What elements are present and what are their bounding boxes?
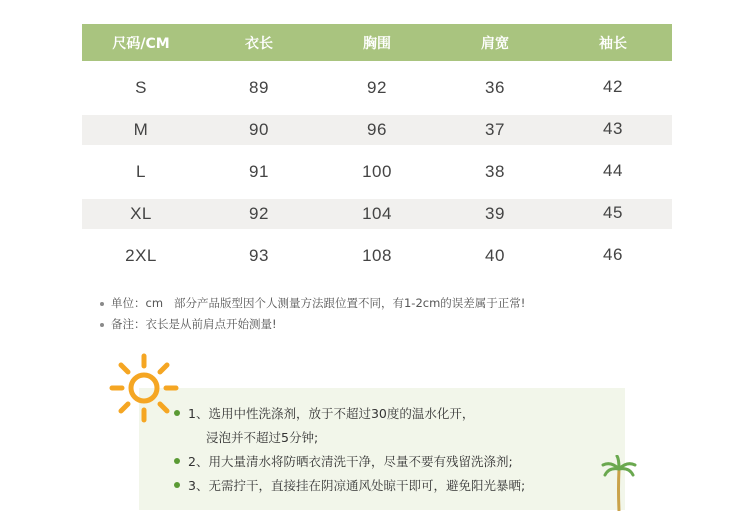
note-unit	[100, 293, 525, 314]
cell-length: 91	[249, 162, 269, 181]
cell-chest: 108	[362, 246, 392, 265]
note-unit-text: 单位：cm 部分产品版型因个人测量方法跟位置不同，有1-2cm的误差属于正常!	[111, 296, 526, 310]
header-shoulder: 肩宽	[481, 35, 509, 52]
table-row	[82, 73, 672, 103]
table-row	[82, 115, 672, 145]
size-table	[82, 24, 672, 271]
table-row	[82, 199, 672, 229]
notes	[100, 293, 525, 335]
list-item	[174, 401, 525, 425]
cell-sleeve: 43	[603, 119, 623, 138]
table-row	[82, 241, 672, 271]
cell-chest: 92	[367, 78, 387, 97]
table-header	[82, 24, 672, 61]
cell-size: 2XL	[125, 246, 157, 265]
palm-tree-icon	[601, 455, 637, 511]
list-item	[174, 449, 525, 473]
wash-item-2: 2、用大量清水将防晒衣清洗干净，尽量不要有残留洗涤剂;	[188, 454, 513, 469]
cell-length: 93	[249, 246, 269, 265]
cell-chest: 96	[367, 120, 387, 139]
list-item-continuation	[174, 425, 525, 449]
note-remark	[100, 314, 525, 335]
bullet-icon	[100, 323, 104, 327]
cell-length: 89	[249, 78, 269, 97]
cell-size: M	[133, 120, 149, 139]
cell-size: L	[136, 162, 146, 181]
cell-chest: 104	[362, 204, 392, 223]
wash-item-1: 1、选用中性洗涤剂，放于不超过30度的温水化开，	[188, 406, 475, 421]
cell-chest: 100	[362, 162, 392, 181]
cell-shoulder: 40	[485, 246, 505, 265]
cell-sleeve: 46	[603, 245, 623, 264]
cell-sleeve: 45	[603, 203, 623, 222]
cell-shoulder: 37	[485, 120, 505, 139]
header-chest: 胸围	[363, 35, 391, 52]
wash-item-3: 3、无需拧干，直接挂在阴凉通风处晾干即可，避免阳光暴晒;	[188, 478, 526, 493]
bullet-icon	[100, 302, 104, 306]
table-row	[82, 157, 672, 187]
cell-sleeve: 42	[603, 77, 623, 96]
note-remark-text: 备注：衣长是从前肩点开始测量!	[111, 317, 277, 331]
wash-list	[174, 401, 525, 497]
cell-size: XL	[130, 204, 152, 223]
header-sleeve: 袖长	[599, 35, 627, 52]
bullet-icon	[174, 458, 180, 464]
bullet-icon	[174, 482, 180, 488]
wash-item-1-cont: 浸泡并不超过5分钟;	[206, 430, 319, 445]
sun-icon	[108, 352, 180, 424]
cell-size: S	[135, 78, 147, 97]
bullet-icon	[174, 410, 180, 416]
cell-sleeve: 44	[603, 161, 623, 180]
cell-shoulder: 38	[485, 162, 505, 181]
header-length: 衣长	[245, 35, 273, 52]
cell-length: 90	[249, 120, 269, 139]
cell-shoulder: 39	[485, 204, 505, 223]
cell-shoulder: 36	[485, 78, 505, 97]
cell-length: 92	[249, 204, 269, 223]
header-size: 尺码/CM	[112, 35, 170, 52]
list-item	[174, 473, 525, 497]
